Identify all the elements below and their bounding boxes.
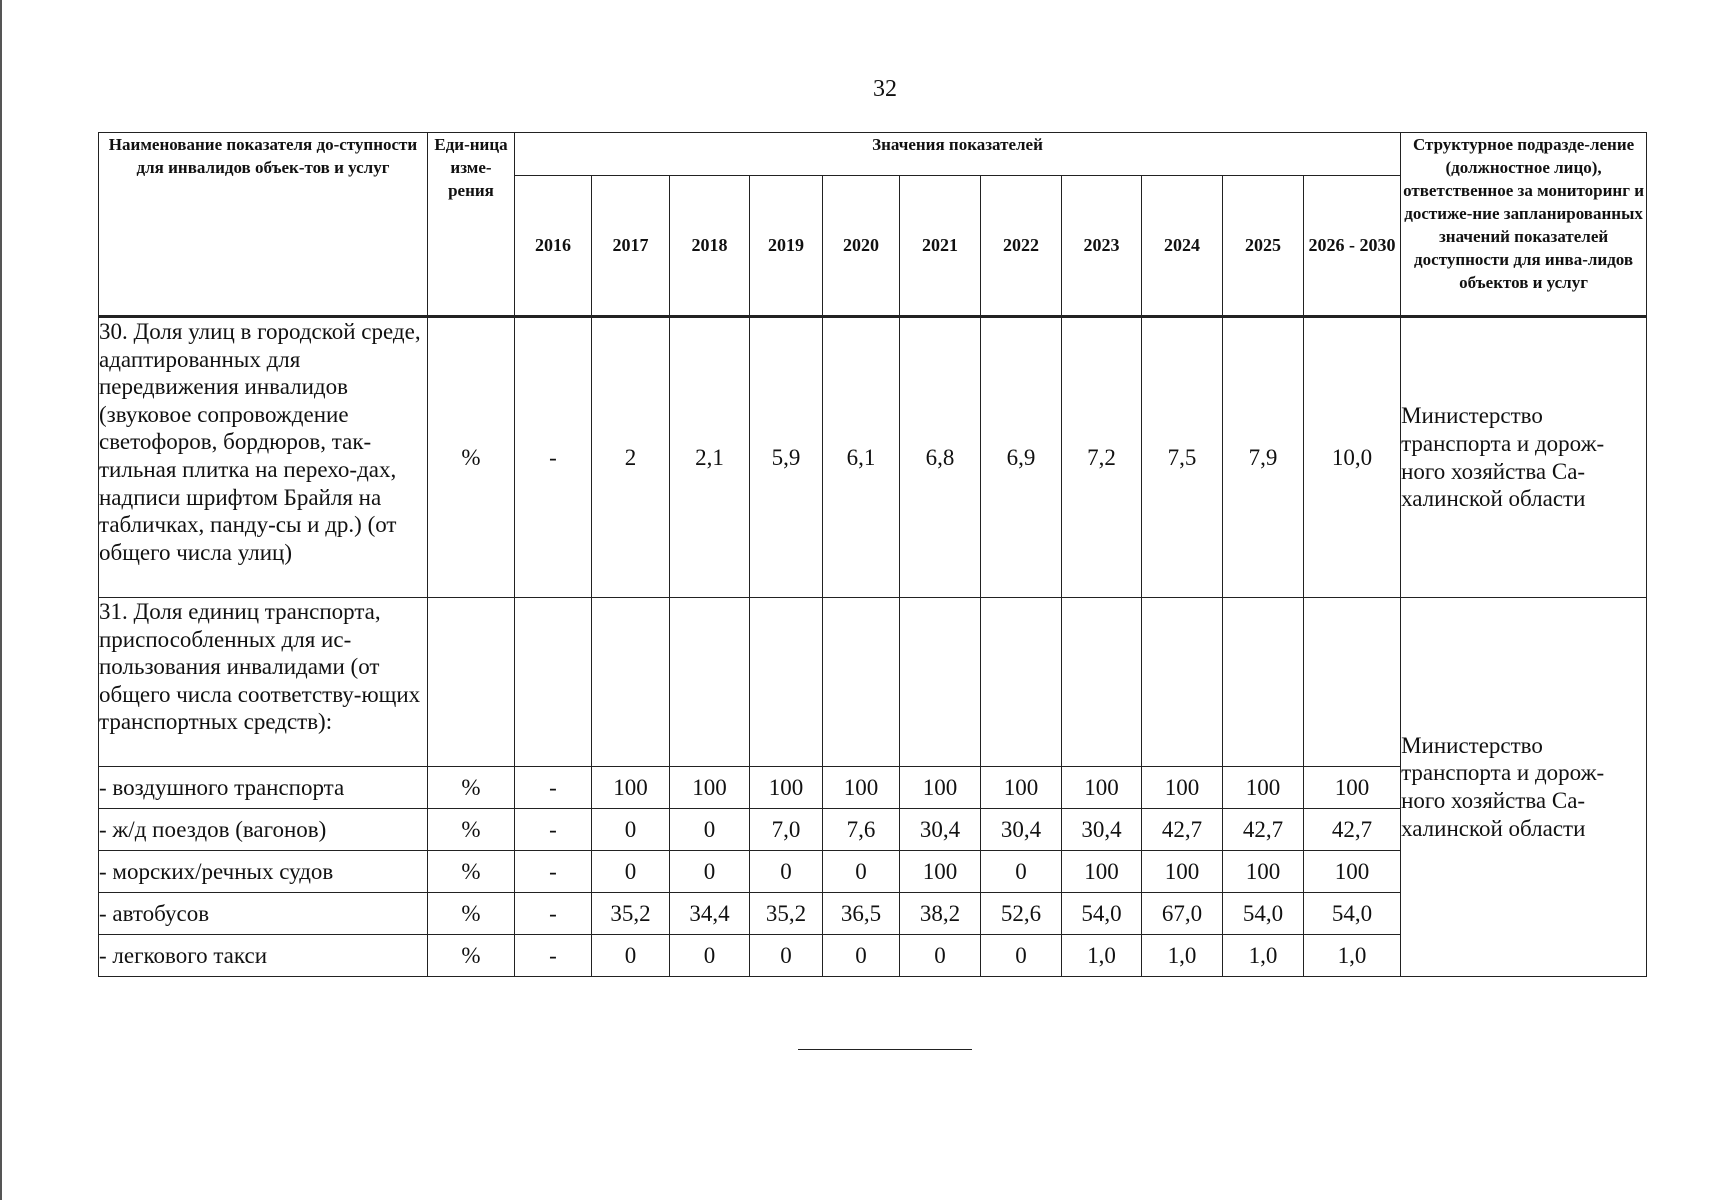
year-header: 2016 [515, 176, 592, 317]
unit-cell: % [428, 851, 515, 893]
indicator-header: Наименование показателя до-ступности для инвалидов объек-тов и услуг [99, 133, 428, 317]
value-cell [981, 598, 1062, 767]
value-cell: 100 [592, 767, 670, 809]
indicator-row-31 [99, 598, 1647, 767]
value-cell: 6,8 [900, 317, 981, 598]
value-cell: 1,0 [1304, 935, 1401, 977]
value-cell: 0 [981, 935, 1062, 977]
value-cell: 100 [670, 767, 750, 809]
value-cell: 0 [823, 935, 900, 977]
indicator-name: 31. Доля единиц транспорта, приспособленных для ис-пользования инвалидами (от общего числа соответству-ющих транспортных средств): [99, 598, 428, 767]
value-cell: 0 [750, 851, 823, 893]
value-cell: 100 [1304, 851, 1401, 893]
subrow-name: - легкового такси [99, 935, 428, 977]
year-header: 2025 [1223, 176, 1304, 317]
value-cell: 42,7 [1223, 809, 1304, 851]
value-cell: 7,0 [750, 809, 823, 851]
value-cell: 52,6 [981, 893, 1062, 935]
value-cell: 0 [592, 851, 670, 893]
value-cell: 0 [670, 809, 750, 851]
value-cell [1142, 598, 1223, 767]
value-cell: 7,6 [823, 809, 900, 851]
value-cell: - [515, 851, 592, 893]
value-cell: 1,0 [1062, 935, 1142, 977]
value-cell: 100 [900, 767, 981, 809]
value-cell: 30,4 [900, 809, 981, 851]
value-cell: - [515, 317, 592, 598]
indicators-table [98, 132, 1647, 977]
responsible-header: Структурное подразде-ление (должностное лицо), ответственное за мониторинг и достиже-ние запланированных значений показателей доступности для инва-лидов объектов и услуг [1401, 133, 1647, 317]
value-cell: 0 [900, 935, 981, 977]
value-cell: 100 [1062, 851, 1142, 893]
unit-cell: % [428, 317, 515, 598]
value-cell: 34,4 [670, 893, 750, 935]
value-cell: 36,5 [823, 893, 900, 935]
year-header: 2024 [1142, 176, 1223, 317]
year-header: 2021 [900, 176, 981, 317]
value-cell: 0 [981, 851, 1062, 893]
value-cell: 0 [592, 809, 670, 851]
value-cell: 100 [1142, 767, 1223, 809]
value-cell: 5,9 [750, 317, 823, 598]
value-cell: - [515, 935, 592, 977]
unit-cell: % [428, 767, 515, 809]
value-cell: 100 [900, 851, 981, 893]
value-cell: 100 [1223, 767, 1304, 809]
value-cell: 100 [750, 767, 823, 809]
value-cell: 1,0 [1223, 935, 1304, 977]
value-cell: 2 [592, 317, 670, 598]
value-cell: 0 [823, 851, 900, 893]
value-cell [750, 598, 823, 767]
value-cell: 100 [1142, 851, 1223, 893]
value-cell: 6,1 [823, 317, 900, 598]
value-cell: 10,0 [1304, 317, 1401, 598]
value-cell: 7,9 [1223, 317, 1304, 598]
subrow-name: - воздушного транспорта [99, 767, 428, 809]
indicator-row-30 [99, 317, 1647, 598]
value-cell [1223, 598, 1304, 767]
year-header: 2022 [981, 176, 1062, 317]
value-cell: 7,5 [1142, 317, 1223, 598]
value-cell: 54,0 [1223, 893, 1304, 935]
value-cell: 35,2 [592, 893, 670, 935]
end-of-table-line [798, 1049, 972, 1050]
header-row [99, 133, 1647, 176]
subrow-name: - морских/речных судов [99, 851, 428, 893]
year-header: 2018 [670, 176, 750, 317]
value-cell [1304, 598, 1401, 767]
unit-header: Еди-ница изме-рения [428, 133, 515, 317]
year-header: 2019 [750, 176, 823, 317]
value-cell: 0 [592, 935, 670, 977]
value-cell: 100 [823, 767, 900, 809]
unit-cell: % [428, 809, 515, 851]
value-cell: 35,2 [750, 893, 823, 935]
value-cell [515, 598, 592, 767]
subrow-name: - автобусов [99, 893, 428, 935]
year-header: 2023 [1062, 176, 1142, 317]
value-cell: 100 [981, 767, 1062, 809]
year-header: 2020 [823, 176, 900, 317]
value-cell [592, 598, 670, 767]
value-cell: 0 [670, 935, 750, 977]
value-cell: 0 [670, 851, 750, 893]
value-cell: 30,4 [981, 809, 1062, 851]
value-cell: 0 [750, 935, 823, 977]
unit-cell [428, 598, 515, 767]
value-cell [823, 598, 900, 767]
value-cell: - [515, 893, 592, 935]
value-cell [900, 598, 981, 767]
responsible-cell: Министерство транспорта и дорож-ного хозяйства Са-халинской области [1401, 598, 1647, 977]
unit-cell: % [428, 935, 515, 977]
values-header: Значения показателей [515, 133, 1401, 176]
value-cell: 1,0 [1142, 935, 1223, 977]
value-cell: 6,9 [981, 317, 1062, 598]
value-cell [1062, 598, 1142, 767]
value-cell: 54,0 [1304, 893, 1401, 935]
indicator-name: 30. Доля улиц в городской среде, адаптированных для передвижения инвалидов (звуковое сопровождение светофоров, бордюров, так-тильная плитка на перехо-дах, надписи шрифтом Брайля на табличках, панду-сы и др.) (от общего числа улиц) [99, 317, 428, 598]
value-cell: 100 [1304, 767, 1401, 809]
value-cell: - [515, 809, 592, 851]
value-cell [670, 598, 750, 767]
value-cell: 54,0 [1062, 893, 1142, 935]
subrow-name: - ж/д поездов (вагонов) [99, 809, 428, 851]
year-header: 2017 [592, 176, 670, 317]
value-cell: 38,2 [900, 893, 981, 935]
value-cell: 67,0 [1142, 893, 1223, 935]
value-cell: 100 [1062, 767, 1142, 809]
value-cell: 2,1 [670, 317, 750, 598]
value-cell: 42,7 [1142, 809, 1223, 851]
page-edge-line [0, 0, 2, 1200]
value-cell: - [515, 767, 592, 809]
responsible-cell: Министерство транспорта и дорож-ного хозяйства Са-халинской области [1401, 317, 1647, 598]
year-header: 2026 - 2030 [1304, 176, 1401, 317]
value-cell: 42,7 [1304, 809, 1401, 851]
value-cell: 30,4 [1062, 809, 1142, 851]
value-cell: 100 [1223, 851, 1304, 893]
page-number: 32 [873, 76, 897, 102]
unit-cell: % [428, 893, 515, 935]
value-cell: 7,2 [1062, 317, 1142, 598]
